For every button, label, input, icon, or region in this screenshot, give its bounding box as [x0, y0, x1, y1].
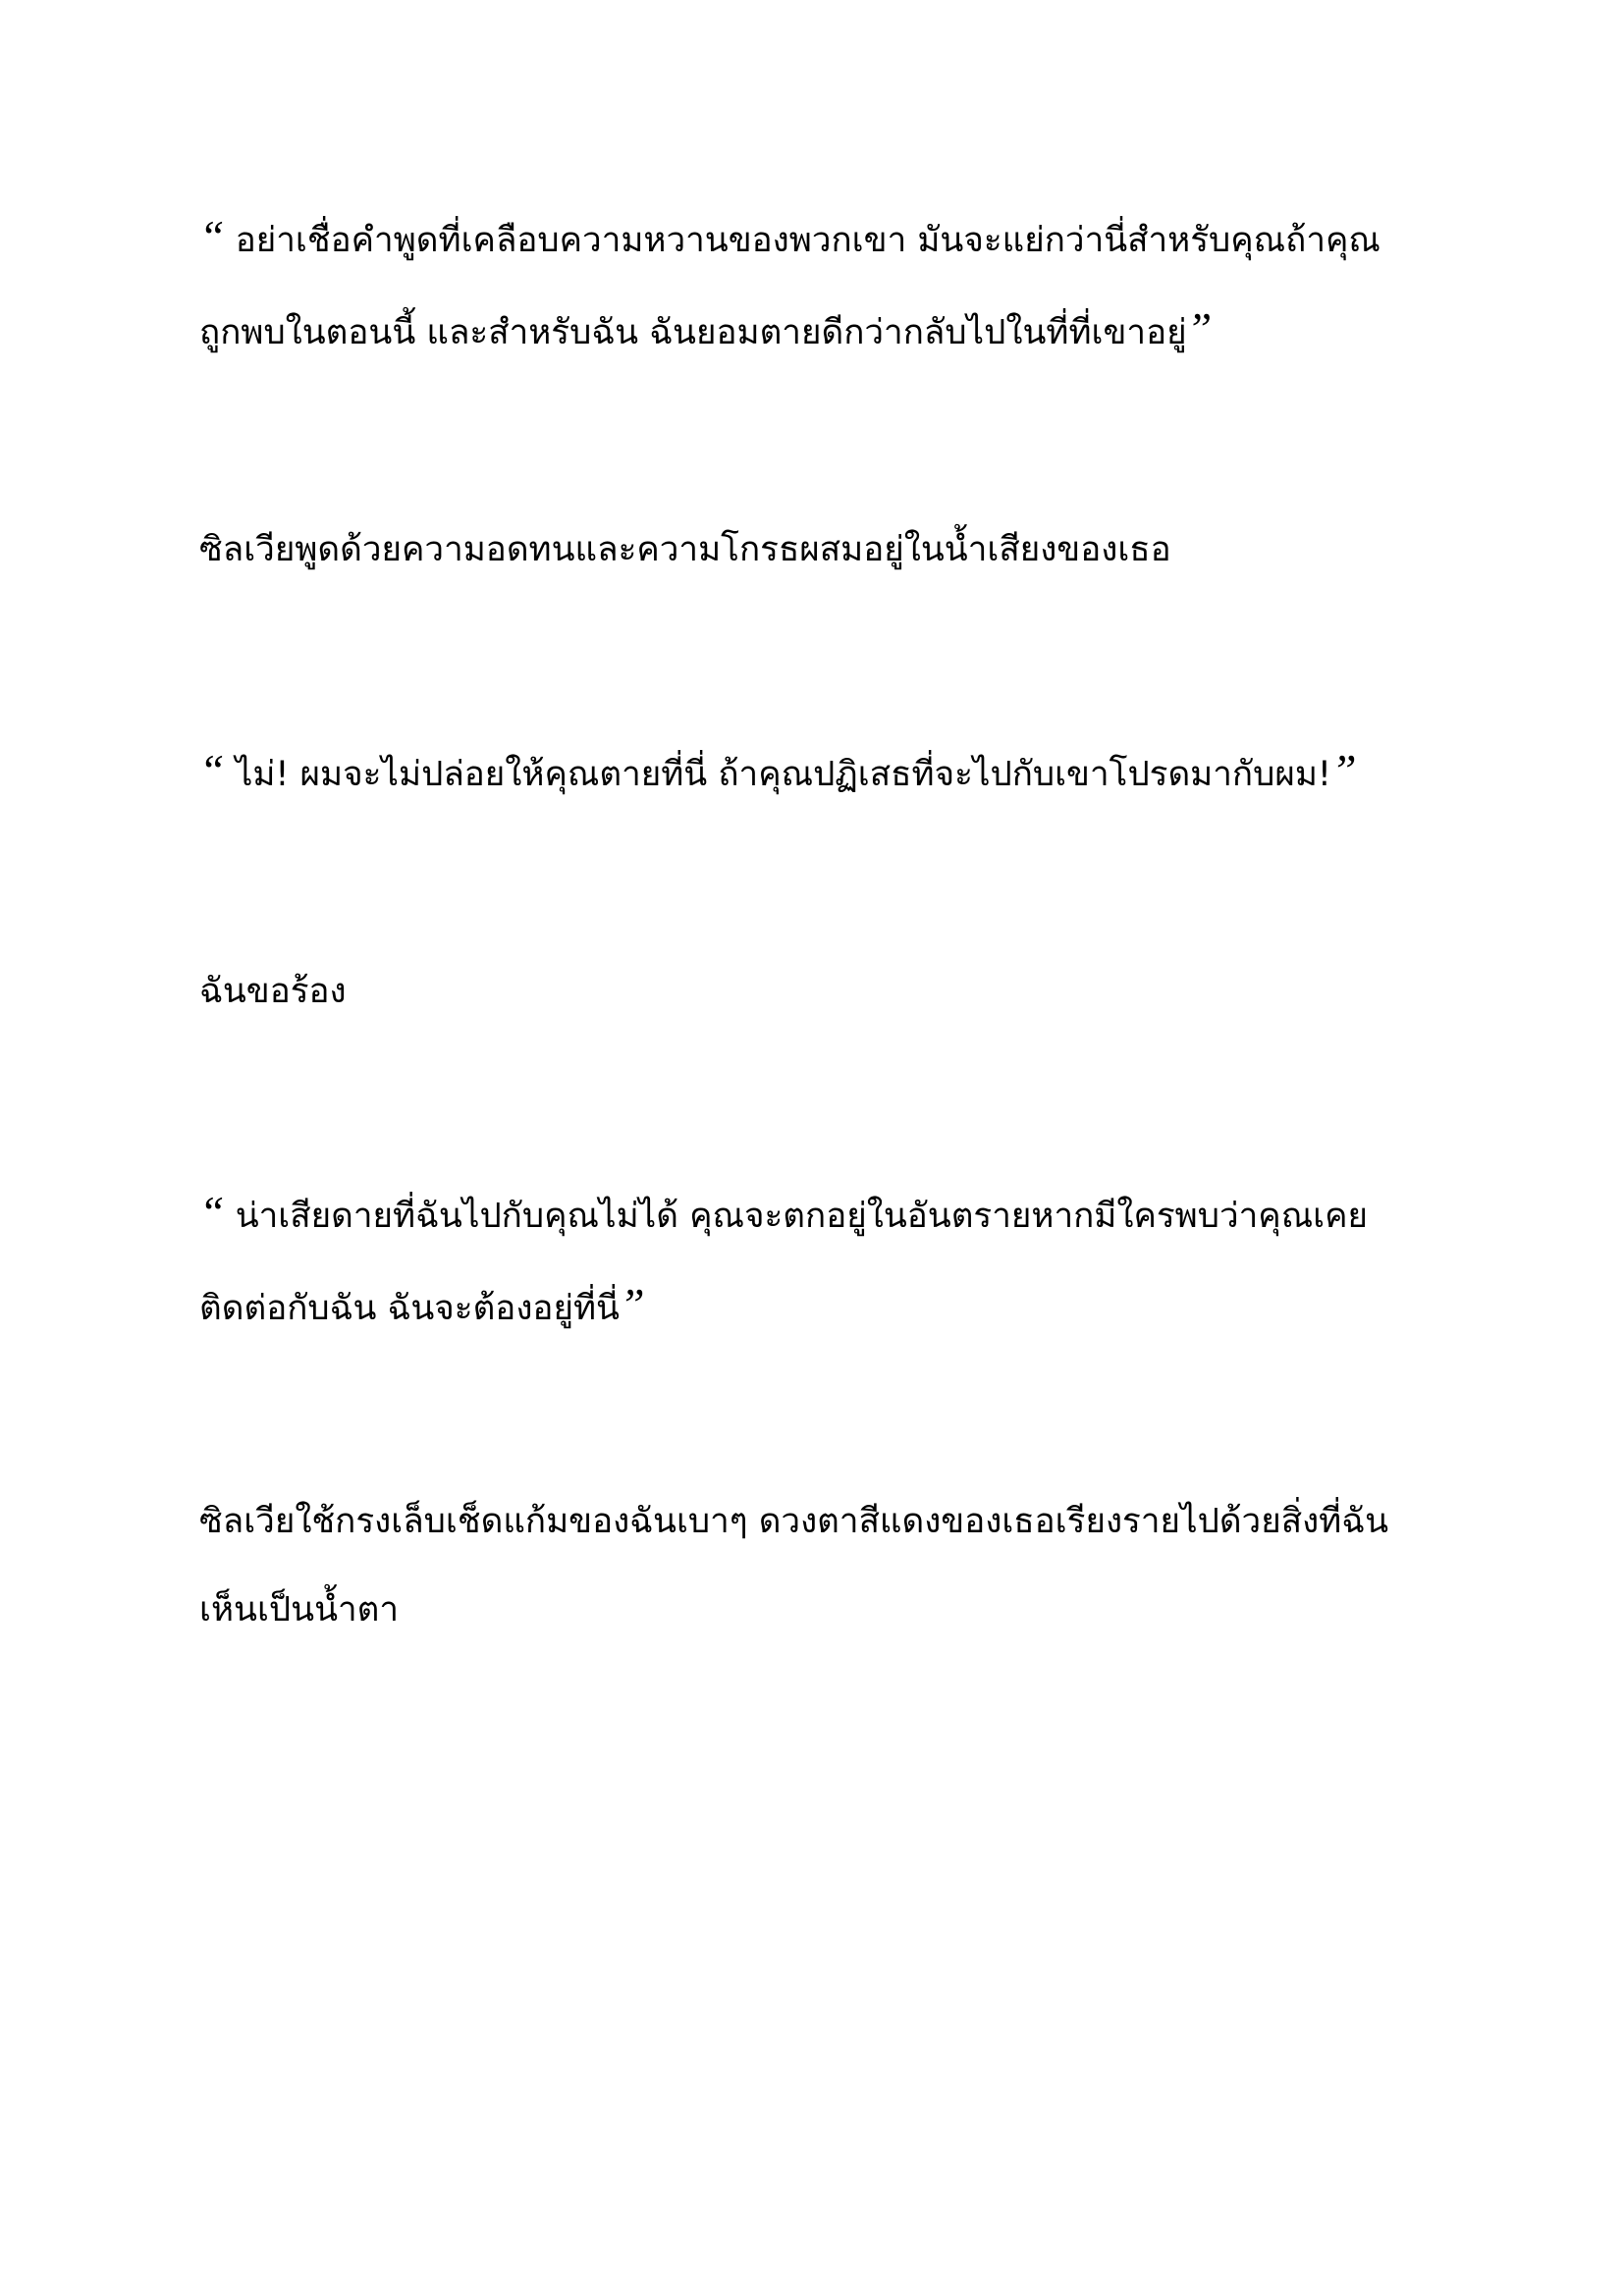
- paragraph-line: [199, 726, 1436, 819]
- close-quote-mark: ”: [1186, 303, 1213, 353]
- paragraph-line: [199, 285, 1436, 377]
- paragraph-line: [199, 1566, 1436, 1654]
- paragraph-line: [199, 947, 1436, 1036]
- line-text: น่าเสียดายที่ฉันไปกับคุณไม่ได้ คุณจะตกอยู่ในอันตรายหากมีใครพบว่าคุณเคย: [224, 1197, 1369, 1236]
- paragraph-narration-2: [199, 947, 1436, 1036]
- open-quote-mark: “: [199, 211, 225, 261]
- open-quote-mark: “: [199, 745, 225, 795]
- close-quote-mark: ”: [1330, 745, 1357, 795]
- paragraph-quote-1: [199, 192, 1436, 377]
- paragraph-line: [199, 1477, 1436, 1566]
- line-text: อย่าเชื่อคำพูดที่เคลือบความหวานของพวกเขา มันจะแย่กว่านี่สำหรับคุณถ้าคุณ: [224, 221, 1380, 260]
- line-text: ติดต่อกับฉัน ฉันจะต้องอยู่ที่นี่: [199, 1289, 620, 1328]
- line-text: ไม่! ผมจะไม่ปล่อยให้คุณตายที่นี่ ถ้าคุณปฏิเสธที่จะไปกับเขาโปรดมากับผม!: [224, 755, 1331, 794]
- paragraph-line: [199, 506, 1436, 594]
- line-text: เห็นเป็นน้ำตา: [199, 1590, 400, 1629]
- line-text: ถูกพบในตอนนี้ และสำหรับฉัน ฉันยอมตายดีกว่ากลับไปในที่ที่เขาอยู่: [199, 313, 1187, 352]
- line-text: ซิลเวียพูดด้วยความอดทนและความโกรธผสมอยู่ในน้ำเสียงของเธอ: [199, 530, 1171, 569]
- paragraph-line: [199, 192, 1436, 285]
- paragraph-quote-3: [199, 1168, 1436, 1353]
- paragraph-narration-3: [199, 1477, 1436, 1654]
- paragraph-quote-2: [199, 726, 1436, 819]
- line-text: ซิลเวียใช้กรงเล็บเช็ดแก้มของฉันเบาๆ ดวงตาสีแดงของเธอเรียงรายไปด้วยสิ่งที่ฉัน: [199, 1502, 1389, 1541]
- line-text: ฉันขอร้อง: [199, 972, 347, 1011]
- open-quote-mark: “: [199, 1187, 225, 1237]
- close-quote-mark: ”: [619, 1279, 645, 1329]
- paragraph-narration-1: [199, 506, 1436, 594]
- paragraph-line: [199, 1168, 1436, 1260]
- paragraph-line: [199, 1260, 1436, 1353]
